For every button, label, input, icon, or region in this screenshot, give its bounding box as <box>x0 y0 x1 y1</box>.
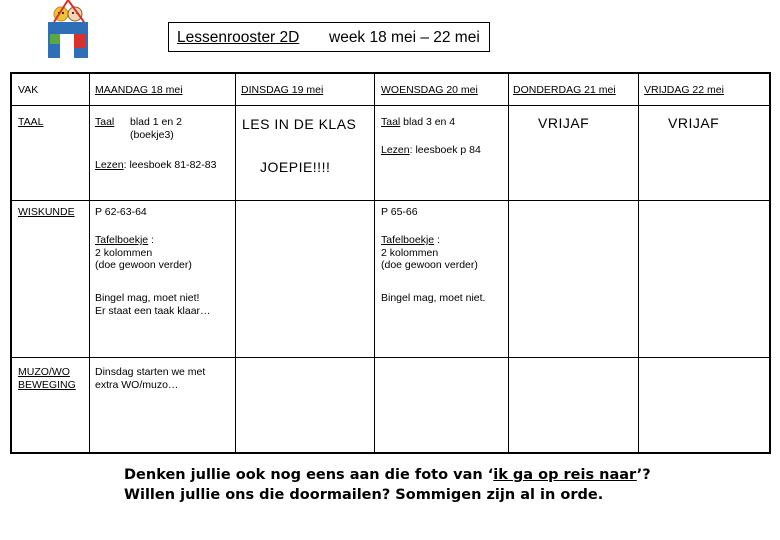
taal-link: Taal <box>381 116 401 128</box>
header-dinsdag: DINSDAG 19 mei <box>241 84 324 96</box>
page-title: Lessenrooster 2D <box>177 29 300 46</box>
taal-link: Taal <box>95 116 115 128</box>
column-divider <box>374 74 375 452</box>
lezen-link: Lezen <box>381 144 410 156</box>
column-divider <box>508 74 509 452</box>
footer-text: Willen jullie ons die doormailen? Sommigen zijn al in orde. <box>124 487 604 503</box>
header-vrijdag: VRIJDAG 22 mei <box>644 84 724 96</box>
header-maandag: MAANDAG 18 mei <box>95 84 183 96</box>
muzo-maandag <box>95 366 205 391</box>
lezen-text: : leesboek p 84 <box>409 144 481 156</box>
lezen-text: : leesboek 81-82-83 <box>123 159 217 171</box>
tafel-verder: (doe gewoon verder) <box>381 259 478 271</box>
bingel-line: Bingel mag, moet niet! <box>95 292 200 304</box>
taal-vrijdag-vrijaf: VRIJAF <box>668 115 720 131</box>
header-donderdag: DONDERDAG 21 mei <box>513 84 616 96</box>
row-label-muzo <box>18 366 76 391</box>
wiskunde-woensdag-bingel: Bingel mag, moet niet. <box>381 292 486 304</box>
wiskunde-woensdag-tafel <box>381 234 478 272</box>
wiskunde-maandag-p: P 62-63-64 <box>95 206 147 218</box>
title-box <box>168 22 490 52</box>
row-divider <box>12 105 769 106</box>
footer-text: Denken jullie ook nog eens aan die foto van ‘ <box>124 467 494 483</box>
header-woensdag: WOENSDAG 20 mei <box>381 84 478 96</box>
muzo-text: Dinsdag starten we met <box>95 366 206 378</box>
taal-maandag-blad: blad 1 en 2 <box>130 116 182 128</box>
taal-maandag-lezen <box>95 159 216 172</box>
taal-donderdag-vrijaf: VRIJAF <box>538 115 590 131</box>
tafelboekje-link: Tafelboekje <box>381 234 435 246</box>
row-divider <box>12 357 769 358</box>
wiskunde-maandag-bingel <box>95 292 211 317</box>
taal-maandag-taal <box>95 116 114 129</box>
tafel-text: : <box>434 234 440 246</box>
column-divider <box>638 74 639 452</box>
school-logo <box>46 0 92 62</box>
row-divider <box>12 200 769 201</box>
lezen-link: Lezen <box>95 159 124 171</box>
row-label-wiskunde: WISKUNDE <box>18 206 75 218</box>
taal-woensdag-taal <box>381 116 455 129</box>
taal-woensdag-lezen <box>381 144 481 157</box>
footer-note <box>124 465 651 505</box>
bingel-line: Er staat een taak klaar… <box>95 304 211 317</box>
footer-text: ’? <box>636 467 651 483</box>
column-divider <box>235 74 236 452</box>
muzo-text: extra WO/muzo… <box>95 378 179 391</box>
column-divider <box>89 74 90 452</box>
wiskunde-maandag-tafel <box>95 234 192 272</box>
week-range: week 18 mei – 22 mei <box>329 29 480 46</box>
muzo-label-line2: BEWEGING <box>18 378 76 391</box>
taal-dinsdag-joepie: JOEPIE!!!! <box>260 159 331 175</box>
wiskunde-woensdag-p: P 65-66 <box>381 206 418 218</box>
tafel-kolommen: 2 kolommen <box>95 246 153 259</box>
footer-link: ik ga op reis naar <box>493 467 637 483</box>
tafelboekje-link: Tafelboekje <box>95 234 149 246</box>
schedule-table <box>10 72 771 454</box>
taal-maandag-boekje: (boekje3) <box>130 129 174 141</box>
taal-dinsdag-les: LES IN DE KLAS <box>242 116 357 132</box>
row-label-taal: TAAL <box>18 116 44 128</box>
tafel-text: : <box>148 234 154 246</box>
tafel-verder: (doe gewoon verder) <box>95 259 192 271</box>
muzo-label-line1: MUZO/WO <box>18 366 70 378</box>
taal-text: blad 3 en 4 <box>400 116 456 128</box>
tafel-kolommen: 2 kolommen <box>381 246 439 259</box>
header-vak: VAK <box>18 84 39 96</box>
